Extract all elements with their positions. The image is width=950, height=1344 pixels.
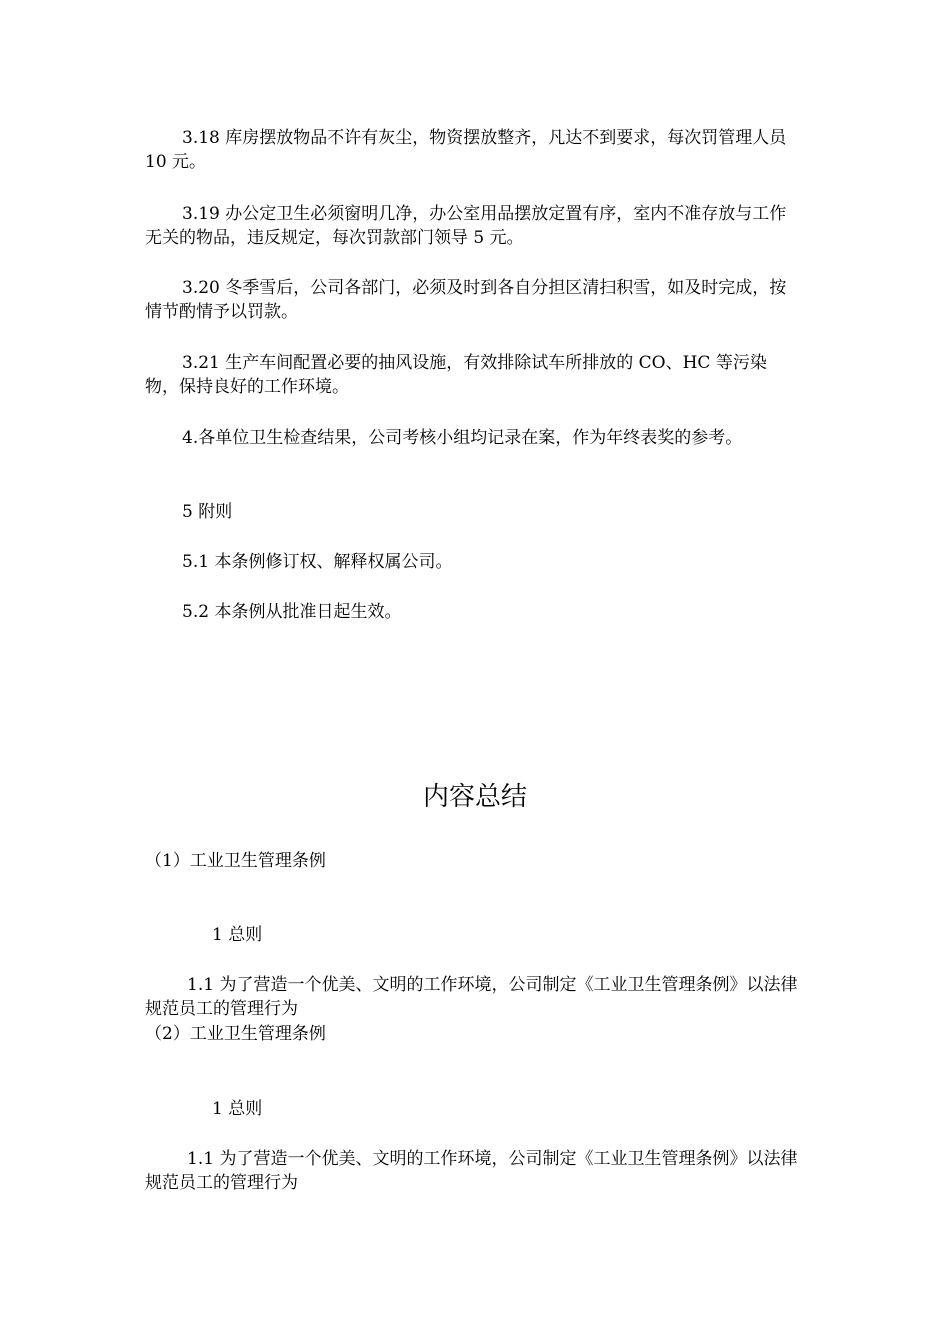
summary-section-2-label: （2）工业卫生管理条例 xyxy=(145,1024,326,1044)
clause-3-20: 3.20 冬季雪后，公司各部门，必须及时到各自分担区清扫积雪，如及时完成，按情节酌情予以罚款。 xyxy=(145,278,787,322)
clause-4: 4.各单位卫生检查结果，公司考核小组均记录在案，作为年终表奖的参考。 xyxy=(182,428,743,448)
clause-3-18: 3.18 库房摆放物品不许有灰尘，物资摆放整齐，凡达不到要求，每次罚管理人员 10 元。 xyxy=(145,128,787,172)
summary-section-2-subheading: 1 总则 xyxy=(212,1099,263,1119)
summary-section-1-body: 1.1 为了营造一个优美、文明的工作环境，公司制定《工业卫生管理条例》以法律规范员工的管理行为 xyxy=(145,975,798,1019)
clause-3-19: 3.19 办公定卫生必须窗明几净，办公室用品摆放定置有序，室内不准存放与工作无关的物品，违反规定，每次罚款部门领导 5 元。 xyxy=(145,204,787,248)
appendix-item-5-2: 5.2 本条例从批准日起生效。 xyxy=(182,602,402,622)
summary-section-1-subheading: 1 总则 xyxy=(212,925,263,945)
clause-3-21: 3.21 生产车间配置必要的抽风设施，有效排除试车所排放的 CO、HC 等污染物，保持良好的工作环境。 xyxy=(145,353,767,397)
summary-section-2-body: 1.1 为了营造一个优美、文明的工作环境，公司制定《工业卫生管理条例》以法律规范员工的管理行为 xyxy=(145,1149,798,1193)
appendix-item-5-1: 5.1 本条例修订权、解释权属公司。 xyxy=(182,552,453,572)
appendix-heading: 5 附则 xyxy=(182,502,233,522)
summary-section-1-label: （1）工业卫生管理条例 xyxy=(145,851,326,871)
summary-title: 内容总结 xyxy=(422,782,527,812)
